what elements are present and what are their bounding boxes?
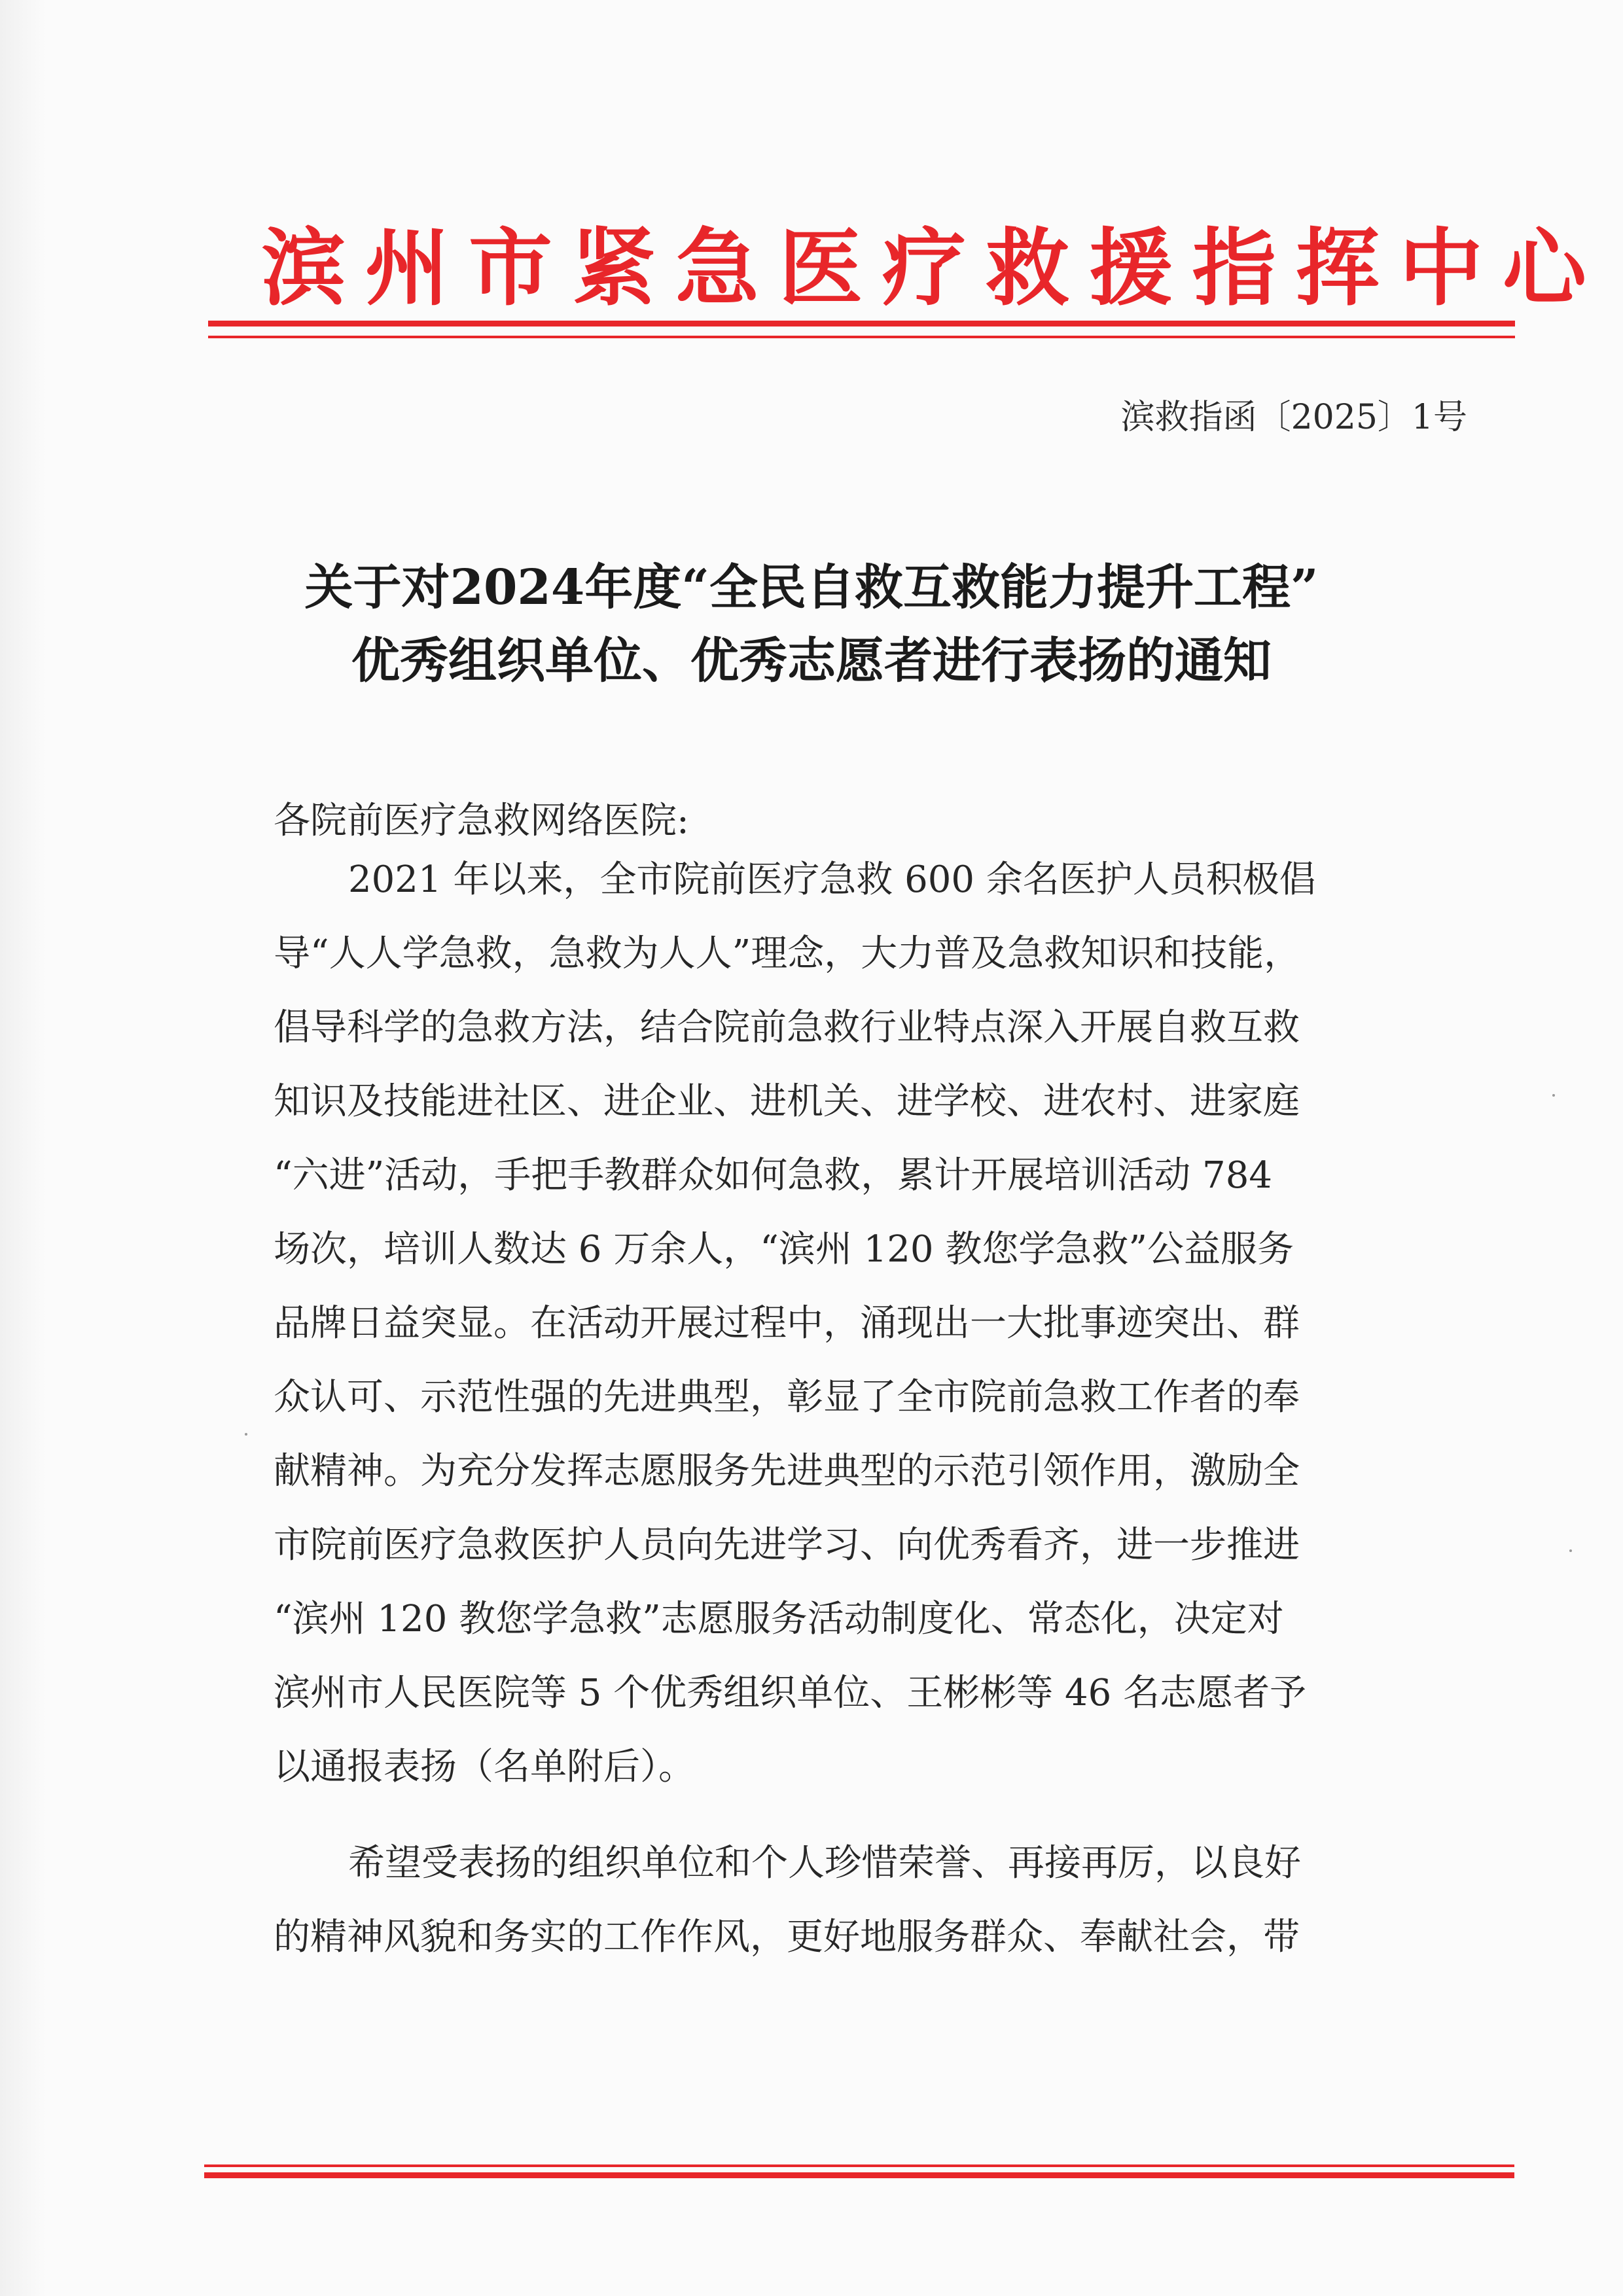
paragraph-1-line: 场次，培训人数达 6 万余人，“滨州 120 教您学急救”公益服务 xyxy=(274,1228,1294,1271)
paragraph-1-line: 导“人人学急救，急救为人人”理念，大力普及急救知识和技能， xyxy=(274,932,1301,975)
scan-speck xyxy=(245,1433,247,1436)
paragraph-1-line: “六进”活动，手把手教群众如何急救，累计开展培训活动 784 xyxy=(274,1154,1272,1197)
paragraph-1-line: 知识及技能进社区、进企业、进机关、进学校、进农村、进家庭 xyxy=(274,1080,1300,1123)
paragraph-1-line: 倡导科学的急救方法，结合院前急救行业特点深入开展自救互救 xyxy=(274,1006,1300,1049)
paragraph-1-line: 2021 年以来，全市院前医疗急救 600 余名医护人员积极倡 xyxy=(348,858,1316,901)
paragraph-1-line: 以通报表扬（名单附后）。 xyxy=(274,1746,695,1788)
document-title-line-2: 优秀组织单位、优秀志愿者进行表扬的通知 xyxy=(351,633,1272,689)
footer-rule-thick xyxy=(204,2172,1514,2178)
paragraph-1-line: “滨州 120 教您学急救”志愿服务活动制度化、常态化，决定对 xyxy=(274,1598,1284,1640)
salutation: 各院前医疗急救网络医院: xyxy=(274,800,689,842)
letterhead-rule-thick xyxy=(208,321,1515,327)
letterhead-organization: 滨州市紧急医疗救援指挥中心 xyxy=(262,219,1607,317)
letterhead-rule-thin xyxy=(208,336,1515,338)
document-title-line-1: 关于对2024年度“全民自救互救能力提升工程” xyxy=(304,559,1319,616)
scan-edge-shadow xyxy=(0,0,46,2296)
scan-speck xyxy=(1552,1094,1555,1097)
paragraph-1-line: 市院前医疗急救医护人员向先进学习、向优秀看齐，进一步推进 xyxy=(274,1524,1300,1566)
footer-rule-thin xyxy=(204,2164,1514,2167)
paragraph-2-line: 的精神风貌和务实的工作作风，更好地服务群众、奉献社会，带 xyxy=(274,1916,1300,1958)
paragraph-2-line: 希望受表扬的组织单位和个人珍惜荣誉、再接再厉，以良好 xyxy=(348,1842,1301,1884)
paragraph-1-line: 众认可、示范性强的先进典型，彰显了全市院前急救工作者的奉 xyxy=(274,1376,1300,1419)
scan-speck xyxy=(1569,1549,1572,1552)
paragraph-1-line: 滨州市人民医院等 5 个优秀组织单位、王彬彬等 46 名志愿者予 xyxy=(274,1672,1307,1714)
document-number: 滨救指函〔2025〕1号 xyxy=(1120,398,1467,437)
paragraph-1-line: 献精神。为充分发挥志愿服务先进典型的示范引领作用，激励全 xyxy=(274,1450,1300,1492)
paragraph-1-line: 品牌日益突显。在活动开展过程中，涌现出一大批事迹突出、群 xyxy=(274,1302,1300,1345)
